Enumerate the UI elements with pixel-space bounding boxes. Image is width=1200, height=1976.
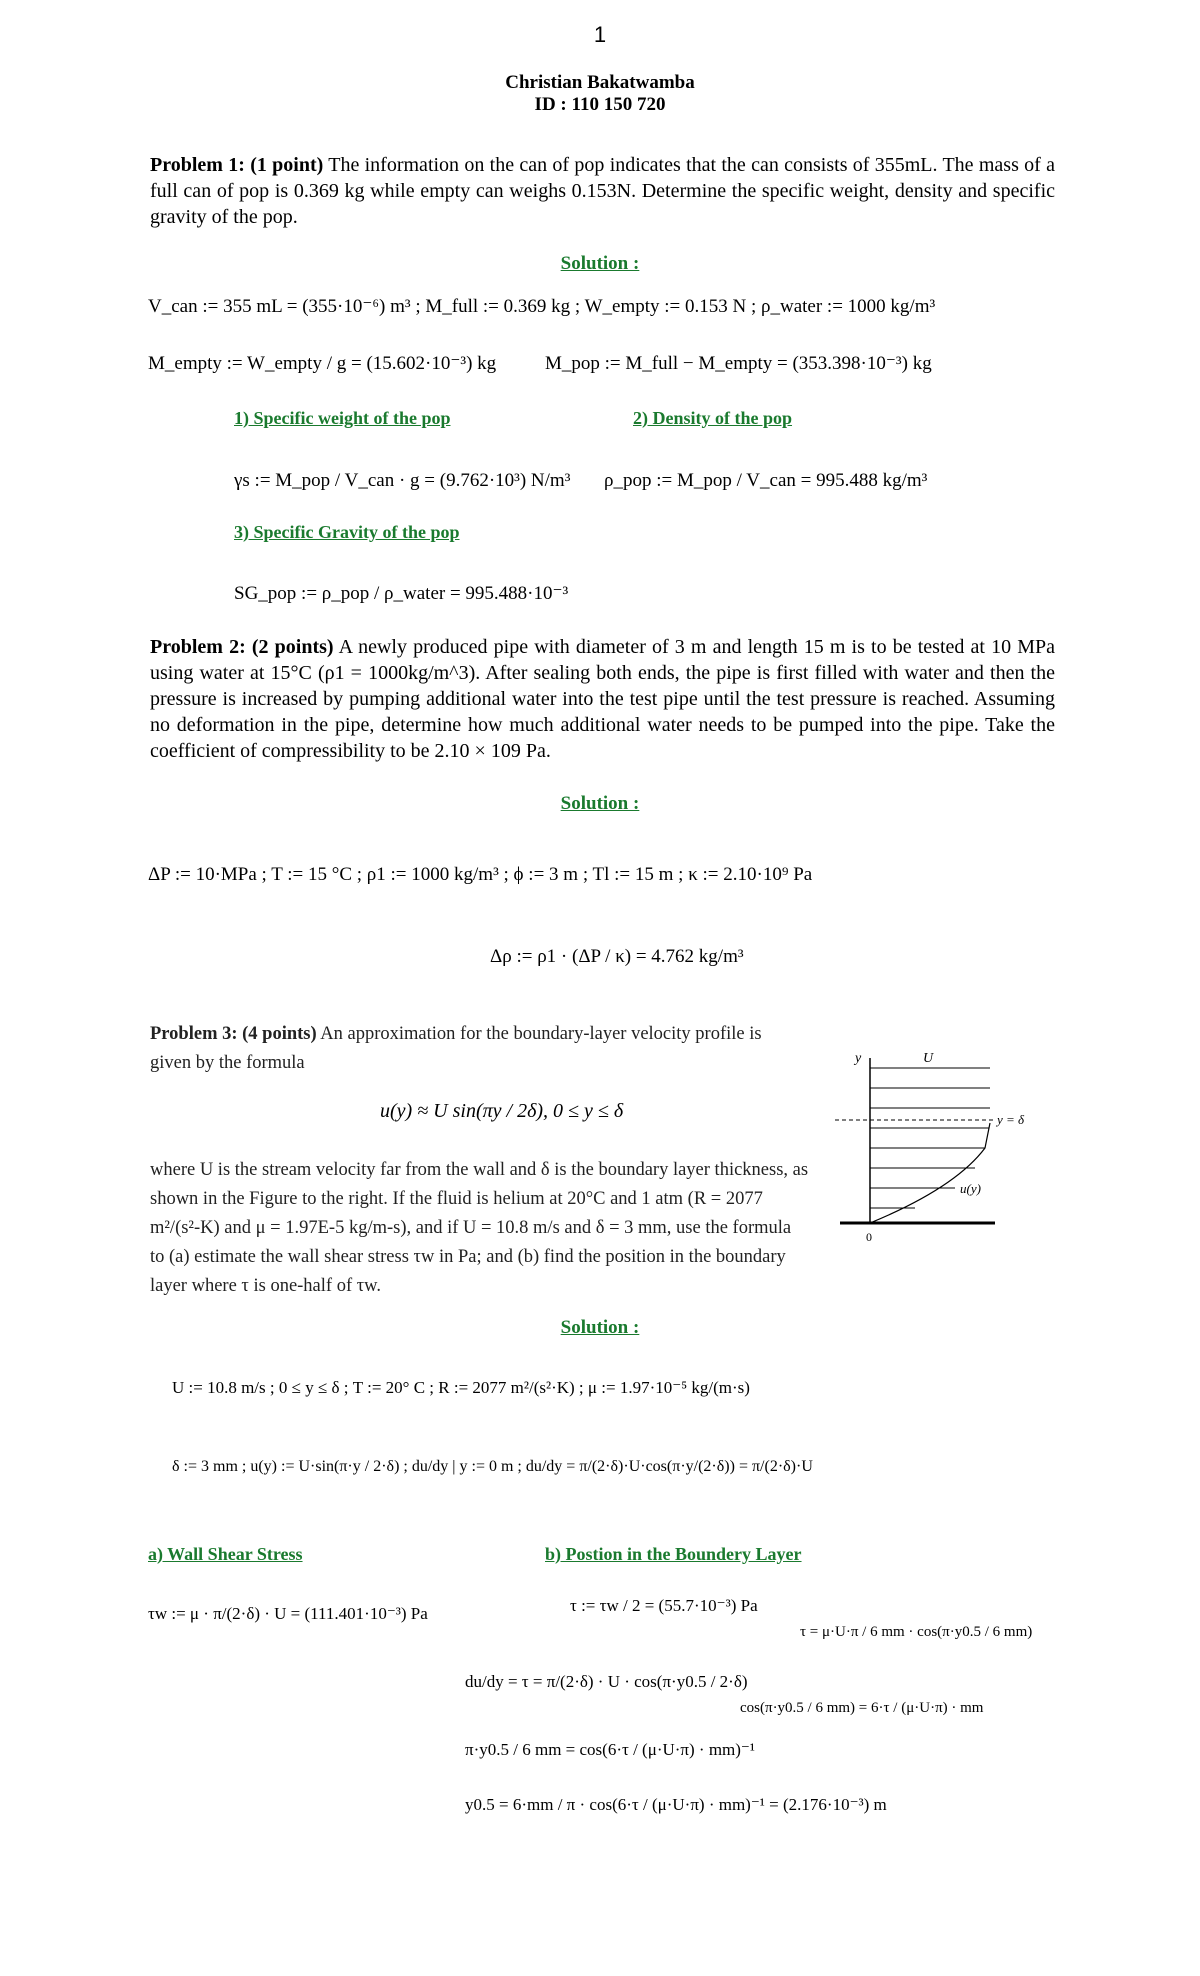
p1-mempty-equation: M_empty := W_empty / g = (15.602·10⁻³) kg xyxy=(148,353,497,374)
p3-subheading-wall-shear: a) Wall Shear Stress xyxy=(148,1544,303,1564)
solution-label-3: Solution : xyxy=(560,1317,640,1338)
p1-rho-equation: ρ_pop := M_pop / V_can = 995.488 kg/m³ xyxy=(604,470,928,491)
problem-3-formula: u(y) ≈ U sin(πy / 2δ), 0 ≤ y ≤ δ xyxy=(380,1100,624,1122)
problem-3-statement xyxy=(150,1020,770,1078)
p2-given-equation: ΔP := 10·MPa ; T := 15 °C ; ρ1 := 1000 kg/m³ ; ϕ := 3 m ; Tl := 15 m ; κ := 2.10·10⁹ Pa xyxy=(148,864,813,885)
p3-arccos-equation: π·y0.5 / 6 mm = cos(6·τ / (μ·U·π) · mm)⁻¹ xyxy=(465,1740,755,1759)
problem-2-statement xyxy=(150,634,1055,764)
solution-label-1: Solution : xyxy=(560,253,640,274)
fig-U-label: U xyxy=(923,1051,934,1066)
p3-dudy-tau-equation: du/dy = τ = π/(2·δ) · U · cos(π·y0.5 / 2·δ) xyxy=(465,1672,748,1691)
p3-y-half-result: y0.5 = 6·mm / π · cos(6·τ / (μ·U·π) · mm)⁻¹ = (2.176·10⁻³) m xyxy=(465,1795,887,1814)
p1-sg-equation: SG_pop := ρ_pop / ρ_water = 995.488·10⁻³ xyxy=(234,583,569,604)
p3-cos-equation: cos(π·y0.5 / 6 mm) = 6·τ / (μ·U·π) · mm xyxy=(740,1700,984,1716)
p1-gamma-equation: γs := M_pop / V_can · g = (9.762·10³) N/m³ xyxy=(234,470,571,491)
p1-subheading-specific-gravity: 3) Specific Gravity of the pop xyxy=(234,522,460,542)
fig-delta-label: y = δ xyxy=(997,1112,1025,1127)
fig-y-label: y xyxy=(855,1051,862,1066)
fig-uy-label: u(y) xyxy=(960,1181,981,1196)
p3-tauw-equation: τw := μ · π/(2·δ) · U = (111.401·10⁻³) Pa xyxy=(148,1604,428,1623)
solution-label-2: Solution : xyxy=(560,793,640,814)
page-number: 1 xyxy=(593,22,607,47)
problem-3-title: Problem 3: (4 points) xyxy=(150,1024,317,1044)
p1-given-equation: V_can := 355 mL = (355·10⁻⁶) m³ ; M_full := 0.369 kg ; W_empty := 0.153 N ; ρ_water := 1000 kg/m³ xyxy=(148,296,936,317)
p2-drho-equation: Δρ := ρ1 · (ΔP / κ) = 4.762 kg/m³ xyxy=(490,946,744,967)
problem-1-text: The information on the can of pop indicates that the can consists of 355mL. The mass of a full can of pop is 0.369 kg while empty can weighs 0.153N. Determine the specific weight, density and specific gravity of the pop. xyxy=(150,154,1055,228)
student-id: ID : 110 150 720 xyxy=(534,94,666,115)
problem-3-statement-2: where U is the stream velocity far from the wall and δ is the boundary layer thickness, as shown in the Figure to the right. If the fluid is helium at 20°C and 1 atm (R = 2077 m²/(s²-K) and μ = 1.97E-5 kg/m-s), and if U = 10.8 m/s and δ = 3 mm, use the formula to (a) estimate the wall shear stress τw in Pa; and (b) find the position in the boundary layer where τ is one-half of τw. xyxy=(150,1160,809,1296)
fig-origin-label: 0 xyxy=(866,1230,872,1244)
p1-mpop-equation: M_pop := M_full − M_empty = (353.398·10⁻³) kg xyxy=(545,353,932,374)
problem-3-text: An approximation for the boundary-layer velocity profile is given by the formula xyxy=(150,1024,762,1073)
p1-subheading-density: 2) Density of the pop xyxy=(633,408,793,428)
problem-1-statement xyxy=(150,152,1055,230)
p3-tau-equation: τ := τw / 2 = (55.7·10⁻³) Pa xyxy=(570,1596,758,1615)
author-name: Christian Bakatwamba xyxy=(505,72,695,93)
boundary-layer-figure xyxy=(835,1048,1060,1248)
p1-subheading-specific-weight: 1) Specific weight of the pop xyxy=(234,408,451,428)
p3-subheading-position: b) Postion in the Boundery Layer xyxy=(545,1544,802,1564)
problem-2-title: Problem 2: (2 points) xyxy=(150,636,334,658)
p3-given-equation-1: U := 10.8 m/s ; 0 ≤ y ≤ δ ; T := 20° C ; R := 2077 m²/(s²·K) ; μ := 1.97·10⁻⁵ kg/(m·s) xyxy=(172,1378,750,1397)
problem-2-text: A newly produced pipe with diameter of 3 m and length 15 m is to be tested at 10 MPa using water at 15°C (ρ1 = 1000kg/m^3). After sealing both ends, the pipe is first filled with water and then the pressure is increased by pumping additional water into the test pipe until the test pressure is reached. Assuming no deformation in the pipe, determine how much additional water needs to be pumped into the pipe. Take the coefficient of compressibility to be 2.10 × 109 Pa. xyxy=(150,636,1055,762)
p3-given-equation-2: δ := 3 mm ; u(y) := U·sin(π·y / 2·δ) ; du/dy | y := 0 m ; du/dy = π/(2·δ)·U·cos(π·y/(2·δ)) = π/(2·δ)·U xyxy=(172,1458,813,1475)
problem-1-title: Problem 1: (1 point) xyxy=(150,154,324,176)
p3-tau-expression: τ = μ·U·π / 6 mm · cos(π·y0.5 / 6 mm) xyxy=(800,1624,1033,1640)
